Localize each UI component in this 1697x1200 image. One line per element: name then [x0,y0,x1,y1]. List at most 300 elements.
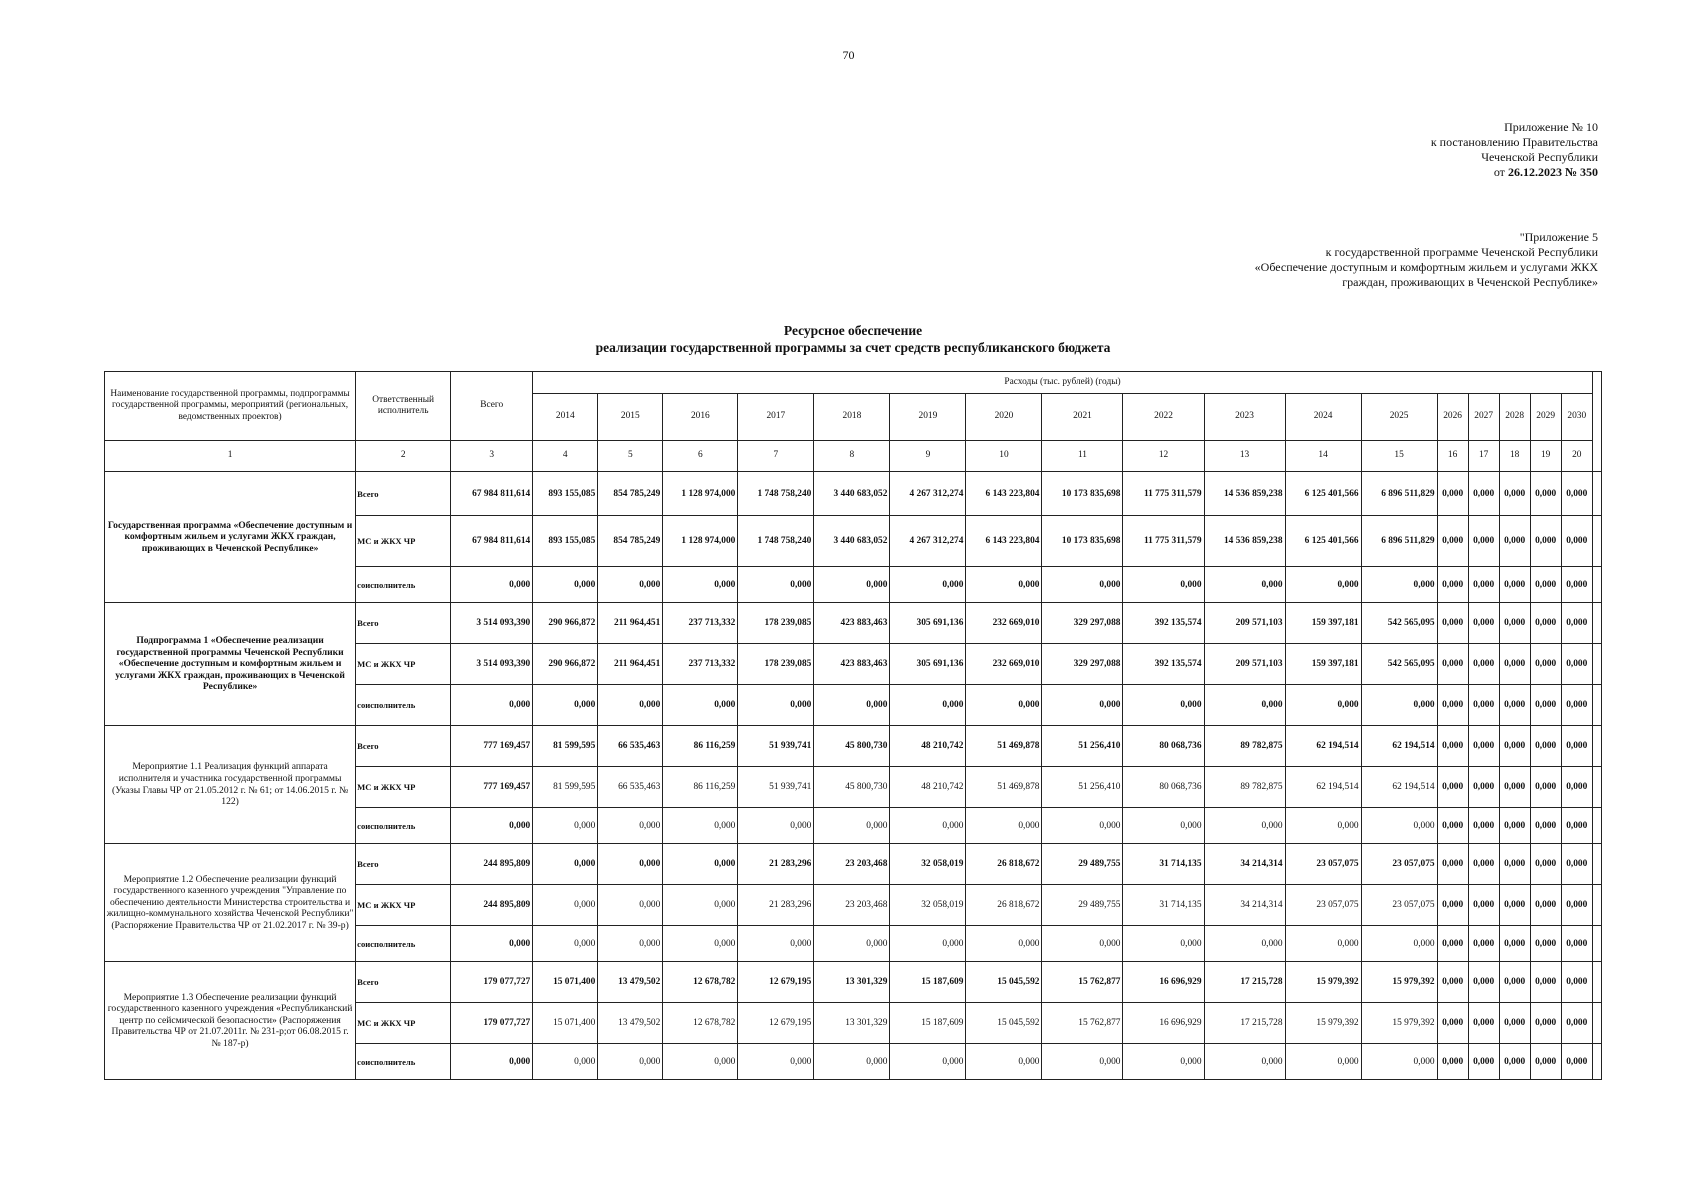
col-header-year: 2028 [1499,394,1530,441]
table-row [105,844,1602,885]
year-value: 0,000 [533,567,598,603]
year-value: 0,000 [890,808,966,844]
year-value: 0,000 [533,844,598,885]
year-value: 0,000 [890,567,966,603]
year-value: 14 536 859,238 [1204,472,1285,516]
year-value: 4 267 312,274 [890,472,966,516]
col-number: 10 [966,441,1042,472]
year-value: 0,000 [598,808,663,844]
col-header-executor: Ответственный исполнитель [356,372,451,441]
year-value: 0,000 [814,808,890,844]
program-appendix-line: к государственной программе Чеченской Республики [1325,245,1598,259]
year-value: 159 397,181 [1285,644,1361,685]
title-line: Ресурсное обеспечение [783,323,923,338]
future-year-value: 0,000 [1468,808,1499,844]
future-year-value: 0,000 [1437,726,1468,767]
row-executor: Всего [356,472,451,516]
table-row [105,603,1602,644]
future-year-value: 0,000 [1530,644,1561,685]
year-value: 0,000 [814,685,890,726]
year-value: 0,000 [533,685,598,726]
future-year-value: 0,000 [1530,726,1561,767]
year-value: 0,000 [1361,926,1437,962]
future-year-value: 0,000 [1530,926,1561,962]
future-year-value: 0,000 [1437,926,1468,962]
year-value: 542 565,095 [1361,644,1437,685]
year-value: 0,000 [598,1044,663,1080]
future-year-value: 0,000 [1437,808,1468,844]
col-number: 3 [451,441,533,472]
col-header-year: 2017 [738,394,814,441]
year-value: 13 479,502 [598,962,663,1003]
row-total: 244 895,809 [451,844,533,885]
year-value: 86 116,259 [663,767,738,808]
col-number: 12 [1123,441,1204,472]
year-value: 21 283,296 [738,844,814,885]
col-number: 8 [814,441,890,472]
row-executor: Всего [356,962,451,1003]
row-executor: МС и ЖКХ ЧР [356,516,451,567]
year-value: 89 782,875 [1204,726,1285,767]
year-value: 211 964,451 [598,644,663,685]
col-number: 2 [356,441,451,472]
year-value: 232 669,010 [966,644,1042,685]
year-value: 0,000 [1123,808,1204,844]
col-header-year: 2029 [1530,394,1561,441]
year-value: 31 714,135 [1123,885,1204,926]
table-row [105,472,1602,516]
future-year-value: 0,000 [1499,567,1530,603]
year-value: 15 979,392 [1361,962,1437,1003]
row-executor: соисполнитель [356,685,451,726]
year-value: 51 939,741 [738,767,814,808]
year-value: 6 896 511,829 [1361,472,1437,516]
row-total: 179 077,727 [451,1003,533,1044]
year-value: 0,000 [1361,1044,1437,1080]
table-edge-cell [1592,844,1601,885]
table-edge-cell [1592,1003,1601,1044]
future-year-value: 0,000 [1499,844,1530,885]
year-value: 0,000 [1204,808,1285,844]
year-value: 0,000 [814,926,890,962]
year-value: 0,000 [738,1044,814,1080]
year-value: 0,000 [1042,808,1123,844]
row-total: 3 514 093,390 [451,644,533,685]
table-row [105,962,1602,1003]
year-value: 854 785,249 [598,516,663,567]
table-row [105,726,1602,767]
row-executor: соисполнитель [356,926,451,962]
future-year-value: 0,000 [1468,1003,1499,1044]
col-header-year: 2024 [1285,394,1361,441]
year-value: 51 256,410 [1042,767,1123,808]
future-year-value: 0,000 [1468,603,1499,644]
year-value: 0,000 [1285,567,1361,603]
future-year-value: 0,000 [1499,516,1530,567]
year-value: 51 939,741 [738,726,814,767]
row-executor: Всего [356,726,451,767]
row-total: 0,000 [451,567,533,603]
col-number: 1 [105,441,356,472]
future-year-value: 0,000 [1437,644,1468,685]
year-value: 26 818,672 [966,885,1042,926]
year-value: 48 210,742 [890,726,966,767]
program-appendix-line: граждан, проживающих в Чеченской Республике» [1342,275,1598,289]
year-value: 0,000 [966,567,1042,603]
future-year-value: 0,000 [1437,844,1468,885]
year-value: 0,000 [1042,1044,1123,1080]
future-year-value: 0,000 [1530,885,1561,926]
table-edge-cell [1592,962,1601,1003]
year-value: 15 045,592 [966,962,1042,1003]
future-year-value: 0,000 [1468,1044,1499,1080]
row-executor: МС и ЖКХ ЧР [356,1003,451,1044]
col-number: 7 [738,441,814,472]
col-number: 6 [663,441,738,472]
year-value: 305 691,136 [890,644,966,685]
year-value: 11 775 311,579 [1123,516,1204,567]
table-edge-cell [1592,567,1601,603]
decree-appendix-line: Чеченской Республики [1481,150,1598,164]
year-value: 0,000 [1361,685,1437,726]
table-edge-cell [1592,516,1601,567]
year-value: 392 135,574 [1123,603,1204,644]
year-value: 80 068,736 [1123,767,1204,808]
col-header-year: 2019 [890,394,966,441]
table-edge-cell [1592,472,1601,516]
year-value: 0,000 [663,1044,738,1080]
row-total: 67 984 811,614 [451,516,533,567]
year-value: 211 964,451 [598,603,663,644]
year-value: 178 239,085 [738,603,814,644]
col-header-year: 2021 [1042,394,1123,441]
future-year-value: 0,000 [1561,926,1592,962]
future-year-value: 0,000 [1468,685,1499,726]
col-number: 18 [1499,441,1530,472]
future-year-value: 0,000 [1561,1044,1592,1080]
year-value: 423 883,463 [814,644,890,685]
year-value: 62 194,514 [1361,767,1437,808]
year-value: 15 979,392 [1285,962,1361,1003]
future-year-value: 0,000 [1561,808,1592,844]
resource-table [104,371,1602,1080]
row-total: 777 169,457 [451,767,533,808]
year-value: 0,000 [1361,808,1437,844]
year-value: 0,000 [1123,926,1204,962]
year-value: 23 203,468 [814,885,890,926]
year-value: 0,000 [663,885,738,926]
row-total: 244 895,809 [451,885,533,926]
year-value: 0,000 [738,685,814,726]
future-year-value: 0,000 [1468,516,1499,567]
row-executor: МС и ЖКХ ЧР [356,644,451,685]
year-value: 51 469,878 [966,767,1042,808]
year-value: 6 143 223,804 [966,516,1042,567]
year-value: 26 818,672 [966,844,1042,885]
year-value: 3 440 683,052 [814,516,890,567]
year-value: 290 966,872 [533,603,598,644]
future-year-value: 0,000 [1437,567,1468,603]
future-year-value: 0,000 [1530,603,1561,644]
header-row-numbers [105,441,1602,472]
row-total: 3 514 093,390 [451,603,533,644]
year-value: 23 203,468 [814,844,890,885]
year-value: 0,000 [966,926,1042,962]
year-value: 0,000 [814,567,890,603]
year-value: 13 479,502 [598,1003,663,1044]
future-year-value: 0,000 [1561,644,1592,685]
col-header-year: 2027 [1468,394,1499,441]
future-year-value: 0,000 [1499,603,1530,644]
future-year-value: 0,000 [1437,1003,1468,1044]
year-value: 29 489,755 [1042,885,1123,926]
col-header-year: 2015 [598,394,663,441]
decree-date-prefix: от [1493,165,1508,179]
year-value: 31 714,135 [1123,844,1204,885]
year-value: 0,000 [1204,1044,1285,1080]
year-value: 0,000 [1123,685,1204,726]
year-value: 10 173 835,698 [1042,472,1123,516]
future-year-value: 0,000 [1437,962,1468,1003]
year-value: 16 696,929 [1123,962,1204,1003]
future-year-value: 0,000 [1561,726,1592,767]
year-value: 0,000 [814,1044,890,1080]
col-number: 19 [1530,441,1561,472]
future-year-value: 0,000 [1437,685,1468,726]
col-header-year: 2025 [1361,394,1437,441]
table-edge-cell [1592,603,1601,644]
year-value: 15 071,400 [533,1003,598,1044]
year-value: 3 440 683,052 [814,472,890,516]
year-value: 0,000 [598,926,663,962]
year-value: 1 748 758,240 [738,472,814,516]
col-header-year: 2022 [1123,394,1204,441]
year-value: 290 966,872 [533,644,598,685]
row-executor: Всего [356,844,451,885]
year-value: 1 128 974,000 [663,516,738,567]
year-value: 23 057,075 [1361,844,1437,885]
row-name: Подпрограмма 1 «Обеспечение реализации государственной программы Чеченской Республики «Обеспечение доступным и комфортным жильем и услугами ЖКХ граждан, проживающих в Чеченской Республике» [105,603,356,726]
future-year-value: 0,000 [1468,962,1499,1003]
row-executor: Всего [356,603,451,644]
year-value: 0,000 [1123,567,1204,603]
year-value: 0,000 [1204,926,1285,962]
col-header-year: 2020 [966,394,1042,441]
future-year-value: 0,000 [1530,685,1561,726]
year-value: 329 297,088 [1042,644,1123,685]
future-year-value: 0,000 [1499,767,1530,808]
year-value: 0,000 [533,808,598,844]
col-number: 4 [533,441,598,472]
col-number: 20 [1561,441,1592,472]
year-value: 209 571,103 [1204,603,1285,644]
col-header-year: 2016 [663,394,738,441]
header-row-top [105,372,1602,394]
future-year-value: 0,000 [1561,603,1592,644]
year-value: 0,000 [966,808,1042,844]
year-value: 62 194,514 [1285,726,1361,767]
col-header-year: 2030 [1561,394,1592,441]
future-year-value: 0,000 [1499,962,1530,1003]
row-name: Мероприятие 1.1 Реализация функций аппарата исполнителя и участника государственной программы (Указы Главы ЧР от 21.05.2012 г. № 61; от 14.06.2015 г. № 122) [105,726,356,844]
year-value: 854 785,249 [598,472,663,516]
year-value: 542 565,095 [1361,603,1437,644]
year-value: 0,000 [1123,1044,1204,1080]
row-name: Государственная программа «Обеспечение доступным и комфортным жильем и услугами ЖКХ граждан, проживающих в Чеченской Республике» [105,472,356,603]
year-value: 232 669,010 [966,603,1042,644]
year-value: 0,000 [738,567,814,603]
decree-appendix-note [1198,120,1598,180]
year-value: 17 215,728 [1204,962,1285,1003]
year-value: 51 469,878 [966,726,1042,767]
year-value: 15 187,609 [890,1003,966,1044]
future-year-value: 0,000 [1499,1044,1530,1080]
future-year-value: 0,000 [1468,644,1499,685]
year-value: 0,000 [1361,567,1437,603]
year-value: 23 057,075 [1285,844,1361,885]
year-value: 62 194,514 [1285,767,1361,808]
future-year-value: 0,000 [1530,767,1561,808]
table-edge-cell [1592,726,1601,767]
year-value: 6 143 223,804 [966,472,1042,516]
year-value: 12 679,195 [738,1003,814,1044]
future-year-value: 0,000 [1499,644,1530,685]
year-value: 29 489,755 [1042,844,1123,885]
year-value: 15 045,592 [966,1003,1042,1044]
row-total: 0,000 [451,926,533,962]
year-value: 1 128 974,000 [663,472,738,516]
year-value: 15 762,877 [1042,1003,1123,1044]
col-number: 9 [890,441,966,472]
program-appendix-line: «Обеспечение доступным и комфортным жильем и услугами ЖКХ [1254,260,1598,274]
year-value: 0,000 [1042,685,1123,726]
row-total: 0,000 [451,685,533,726]
col-header-year: 2026 [1437,394,1468,441]
table-edge-cell [1592,926,1601,962]
year-value: 0,000 [598,567,663,603]
future-year-value: 0,000 [1530,962,1561,1003]
col-number: 11 [1042,441,1123,472]
document-title [104,322,1602,356]
col-header-year: 2023 [1204,394,1285,441]
title-line: реализации государственной программы за счет средств республиканского бюджета [595,340,1111,355]
future-year-value: 0,000 [1499,726,1530,767]
future-year-value: 0,000 [1437,603,1468,644]
year-value: 6 125 401,566 [1285,472,1361,516]
col-header-name: Наименование государственной программы, подпрограммы государственной программы, мероприятий (региональных, ведомственных проектов) [105,372,356,441]
year-value: 0,000 [533,926,598,962]
year-value: 0,000 [890,926,966,962]
year-value: 45 800,730 [814,767,890,808]
year-value: 23 057,075 [1361,885,1437,926]
year-value: 15 071,400 [533,962,598,1003]
future-year-value: 0,000 [1468,567,1499,603]
year-value: 14 536 859,238 [1204,516,1285,567]
year-value: 0,000 [1285,685,1361,726]
col-header-year: 2018 [814,394,890,441]
year-value: 66 535,463 [598,726,663,767]
year-value: 13 301,329 [814,1003,890,1044]
year-value: 6 896 511,829 [1361,516,1437,567]
row-executor: МС и ЖКХ ЧР [356,767,451,808]
year-value: 15 187,609 [890,962,966,1003]
year-value: 0,000 [966,1044,1042,1080]
year-value: 45 800,730 [814,726,890,767]
table-edge-cell [1592,685,1601,726]
future-year-value: 0,000 [1437,1044,1468,1080]
year-value: 15 762,877 [1042,962,1123,1003]
year-value: 51 256,410 [1042,726,1123,767]
row-executor: соисполнитель [356,567,451,603]
decree-appendix-line: Приложение № 10 [1504,120,1598,134]
col-number: 13 [1204,441,1285,472]
decree-date-line [1198,165,1598,180]
row-total: 0,000 [451,808,533,844]
future-year-value: 0,000 [1499,685,1530,726]
row-name: Мероприятие 1.2 Обеспечение реализации функций государственного казенного учреждения "Управление по обеспечению деятельности Министерства строительства и жилищно-коммунального хозяйства Чеченской Республики" (Распоряжение Правительства ЧР от 21.02.2017 г. № 39-р) [105,844,356,962]
future-year-value: 0,000 [1468,885,1499,926]
future-year-value: 0,000 [1437,516,1468,567]
row-total: 777 169,457 [451,726,533,767]
row-name: Мероприятие 1.3 Обеспечение реализации функций государственного казенного учреждения «Республиканский центр по сейсмической безопасности» (Распоряжения Правительства ЧР от 21.07.2011г. № 231-р;от 06.08.2015 г. № 187-р) [105,962,356,1080]
year-value: 0,000 [598,844,663,885]
col-number: 5 [598,441,663,472]
year-value: 4 267 312,274 [890,516,966,567]
future-year-value: 0,000 [1530,472,1561,516]
year-value: 0,000 [598,685,663,726]
year-value: 0,000 [738,808,814,844]
col-number: 17 [1468,441,1499,472]
year-value: 66 535,463 [598,767,663,808]
year-value: 81 599,595 [533,726,598,767]
future-year-value: 0,000 [1530,844,1561,885]
year-value: 86 116,259 [663,726,738,767]
year-value: 48 210,742 [890,767,966,808]
table-body [105,472,1602,1080]
future-year-value: 0,000 [1437,885,1468,926]
col-number: 15 [1361,441,1437,472]
year-value: 10 173 835,698 [1042,516,1123,567]
future-year-value: 0,000 [1561,1003,1592,1044]
year-value: 0,000 [1042,926,1123,962]
year-value: 34 214,314 [1204,885,1285,926]
year-value: 0,000 [966,685,1042,726]
future-year-value: 0,000 [1468,926,1499,962]
year-value: 11 775 311,579 [1123,472,1204,516]
future-year-value: 0,000 [1561,516,1592,567]
decree-date-number: 26.12.2023 № 350 [1507,165,1598,179]
year-value: 0,000 [1285,926,1361,962]
year-value: 23 057,075 [1285,885,1361,926]
page-number: 70 [842,48,855,62]
row-executor: МС и ЖКХ ЧР [356,885,451,926]
col-header-expenses: Расходы (тыс. рублей) (годы) [533,372,1593,394]
year-value: 237 713,332 [663,644,738,685]
future-year-value: 0,000 [1437,472,1468,516]
table-edge-cell [1592,644,1601,685]
future-year-value: 0,000 [1530,1044,1561,1080]
future-year-value: 0,000 [1499,472,1530,516]
future-year-value: 0,000 [1561,767,1592,808]
year-value: 423 883,463 [814,603,890,644]
year-value: 0,000 [1285,1044,1361,1080]
year-value: 0,000 [1204,567,1285,603]
future-year-value: 0,000 [1499,885,1530,926]
year-value: 13 301,329 [814,962,890,1003]
program-appendix-note [1098,230,1598,290]
table-edge-cell [1592,1044,1601,1080]
year-value: 893 155,085 [533,472,598,516]
